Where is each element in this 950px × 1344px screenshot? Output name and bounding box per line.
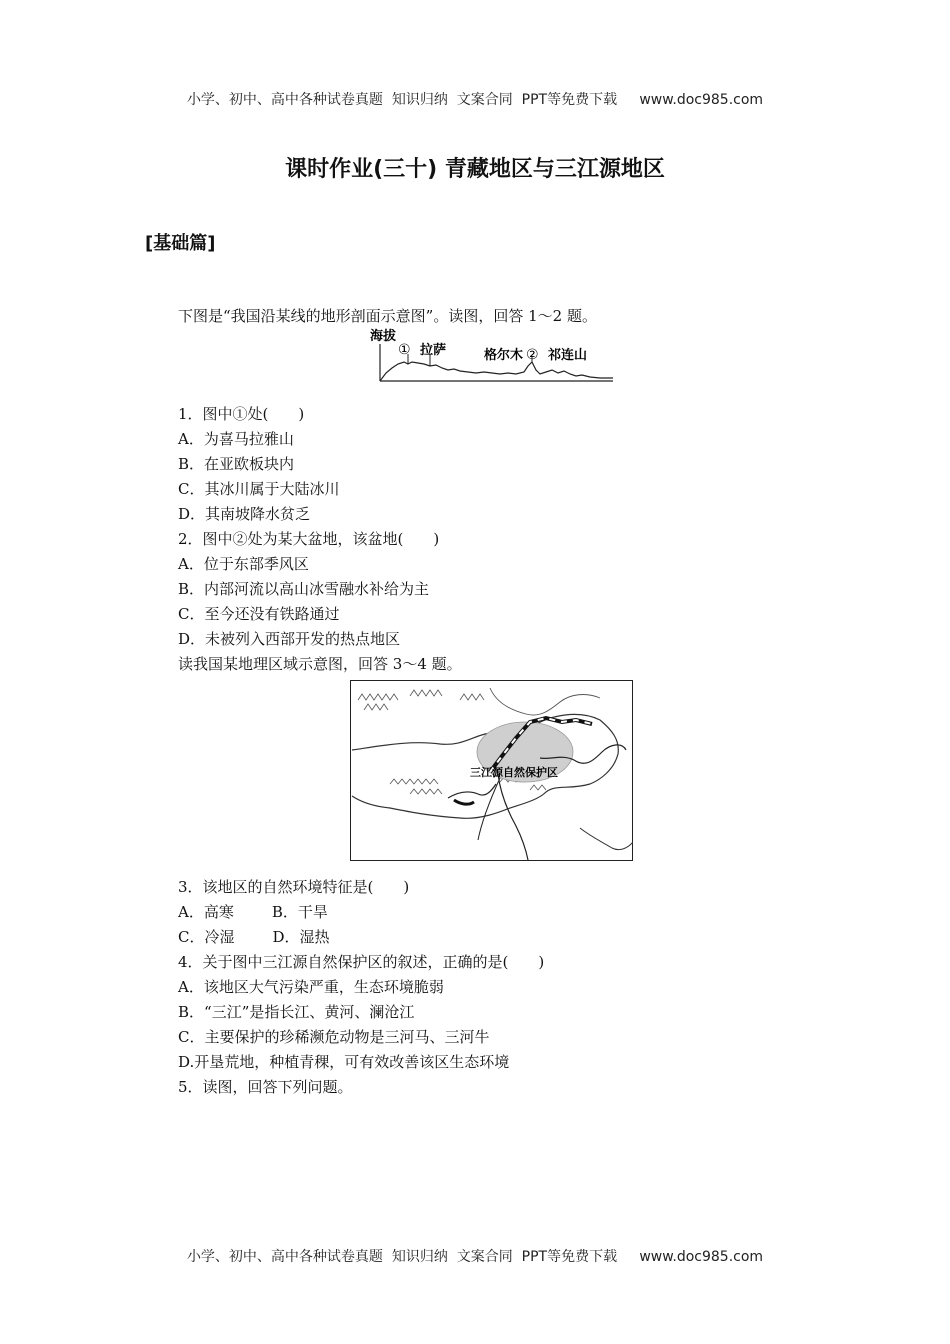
q2-option-b: B．内部河流以高山冰雪融水补给为主 [178, 580, 430, 598]
page-header: 小学、初中、高中各种试卷真题 知识归纳 文案合同 PPT等免费下载 www.doc985.com [186, 92, 764, 108]
q2-stem: 2．图中②处为某大盆地，该盆地( ) [178, 530, 440, 548]
profile-place-golmud: 格尔木 [484, 348, 524, 363]
q3-options-row-2 [178, 927, 330, 947]
q1-option-d: D．其南坡降水贫乏 [178, 505, 311, 523]
q3-stem: 3．该地区的自然环境特征是( ) [178, 878, 410, 896]
page-title: 课时作业(三十) 青藏地区与三江源地区 [285, 157, 665, 182]
page-footer: 小学、初中、高中各种试卷真题 知识归纳 文案合同 PPT等免费下载 www.doc985.com [186, 1249, 764, 1265]
q1-option-b: B．在亚欧板块内 [178, 455, 295, 473]
q3-option-b: B．干旱 [271, 903, 328, 921]
q2-option-a: A．位于东部季风区 [178, 555, 309, 573]
q1-option-a: A．为喜马拉雅山 [178, 430, 294, 448]
q2-option-c: C．至今还没有铁路通过 [178, 605, 340, 623]
intro-text-1: 下图是“我国沿某线的地形剖面示意图”。读图，回答 1～2 题。 [178, 307, 597, 325]
q1-stem: 1．图中①处( ) [178, 405, 305, 423]
q3-option-c: C．冷湿 [178, 928, 235, 946]
q4-option-a: A．该地区大气污染严重，生态环境脆弱 [178, 978, 444, 996]
profile-mark-2: ② [526, 347, 539, 363]
q5-stem: 5．读图，回答下列问题。 [178, 1078, 353, 1096]
q4-option-c: C．主要保护的珍稀濒危动物是三河马、三河牛 [178, 1028, 490, 1046]
section-heading: [基础篇] [145, 233, 216, 254]
q3-option-d: D．湿热 [272, 928, 330, 946]
q4-option-b: B．“三江”是指长江、黄河、澜沧江 [178, 1003, 415, 1021]
profile-mark-1: ① [398, 342, 411, 358]
region-map-figure [350, 680, 633, 861]
intro-text-2: 读我国某地理区域示意图，回答 3～4 题。 [178, 655, 462, 673]
q2-option-d: D．未被列入西部开发的热点地区 [178, 630, 401, 648]
profile-place-lhasa: 拉萨 [420, 343, 447, 358]
terrain-profile-figure [368, 326, 618, 386]
q4-stem: 4．关于图中三江源自然保护区的叙述，正确的是( ) [178, 953, 545, 971]
q3-option-a: A．高寒 [178, 903, 234, 921]
q4-option-d: D.开垦荒地，种植青稞，可有效改善该区生态环境 [178, 1053, 510, 1071]
q3-options-row-1 [178, 902, 328, 922]
q1-option-c: C．其冰川属于大陆冰川 [178, 480, 340, 498]
profile-place-qilian: 祁连山 [548, 348, 588, 363]
map-label-reserve: 三江源自然保护区 [470, 766, 558, 779]
profile-ylabel: 海拔 [370, 329, 397, 344]
